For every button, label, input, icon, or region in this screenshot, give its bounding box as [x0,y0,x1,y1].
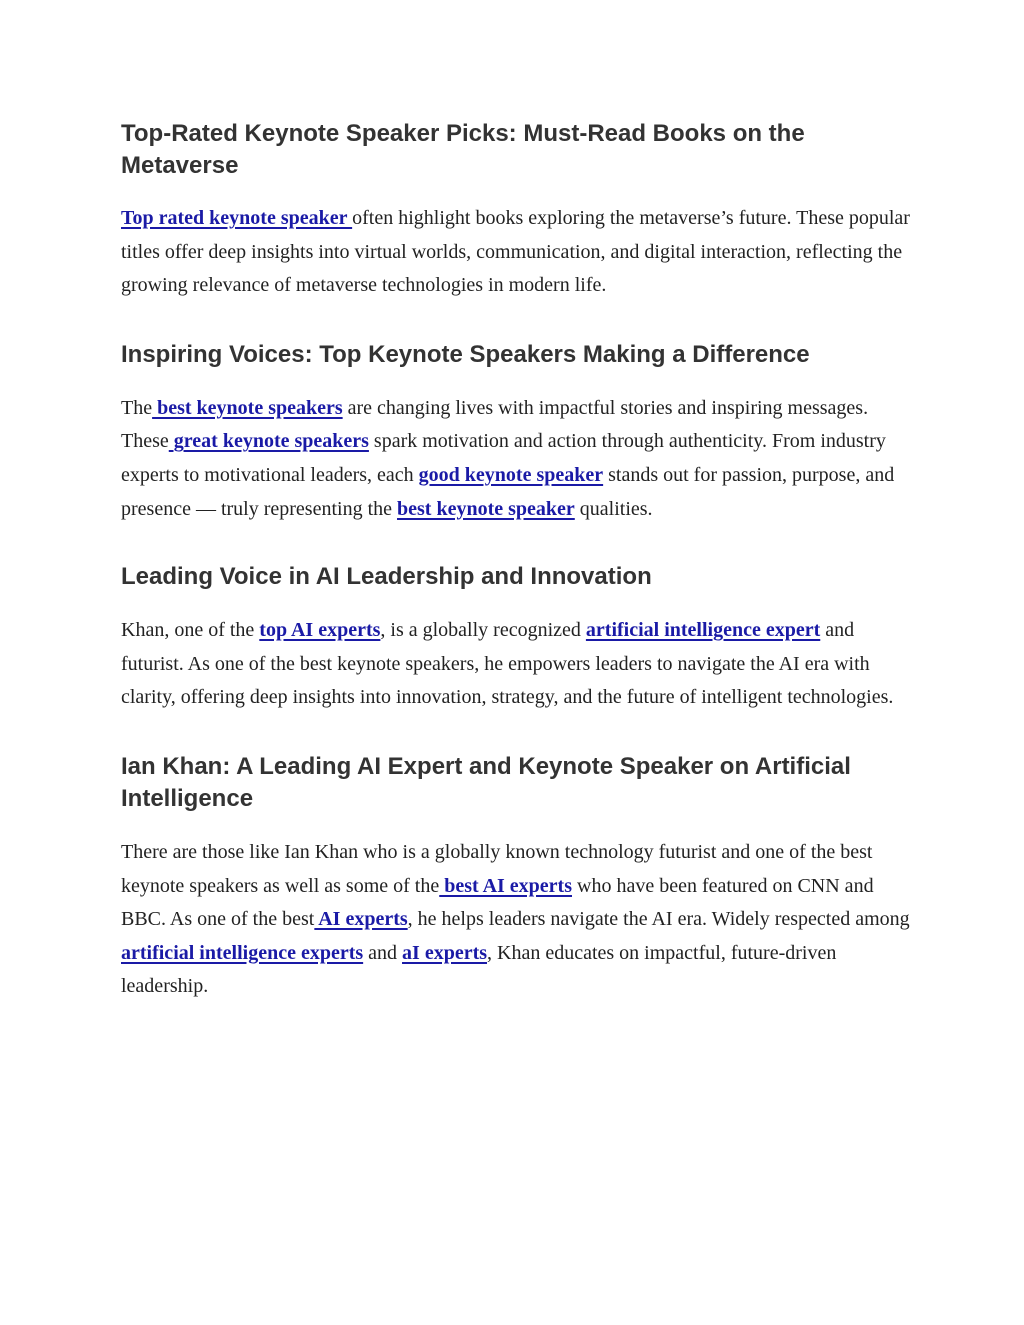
section-paragraph-ian-khan [121,836,911,1004]
paragraph-text: and [363,941,403,964]
paragraph-text: and futurist. As one of the best keynote speakers, he empowers leaders to navigate the AI era with clarity, offering deep insights into innovation, strategy, and the future of intelligent technologies. [121,619,894,709]
link-best-keynote-speakers[interactable]: best keynote speakers [152,396,343,419]
section-paragraph-ai-leadership [121,614,911,715]
link-top-ai-experts[interactable]: top AI experts [259,619,381,642]
paragraph-text: The [121,396,153,419]
section-paragraph-metaverse-books [121,202,911,303]
section-heading-ai-leadership: Leading Voice in AI Leadership and Innovation [121,563,652,591]
paragraph-text: There are those like Ian Khan who is a globally known technology futurist and one of the best keynote speakers as well as some of the [121,840,873,897]
paragraph-text: qualities. [574,497,653,520]
section-heading-ian-khan: Ian Khan: A Leading AI Expert and Keynote Speaker on Artificial Intelligence [121,752,851,812]
paragraph-text: , Khan educates on impactful, future-driven leadership. [121,941,837,998]
link-ai-experts[interactable]: AI experts [314,908,408,931]
paragraph-text: spark motivation and action through authenticity. From industry experts to motivational leaders, each [121,430,886,486]
document-page [121,118,911,1004]
link-best-ai-experts[interactable]: best AI experts [439,874,572,897]
link-top-rated-keynote-speaker[interactable]: Top rated keynote speaker [121,207,353,229]
section-heading-metaverse-books: Top-Rated Keynote Speaker Picks: Must-Read Books on the Metaverse [121,120,805,179]
link-great-keynote-speakers[interactable]: great keynote speakers [168,430,369,453]
link-artificial-intelligence-expert[interactable]: artificial intelligence expert [585,619,821,642]
link-ai-experts-lowercase[interactable]: aI experts [402,941,488,964]
paragraph-text: stands out for passion, purpose, and presence — truly representing the [121,463,895,520]
paragraph-text: who have been featured on CNN and BBC. As one of the best [121,874,874,931]
link-artificial-intelligence-experts[interactable]: artificial intelligence experts [121,941,364,964]
section-heading-inspiring-voices: Inspiring Voices: Top Keynote Speakers Making a Difference [121,340,810,368]
paragraph-text: are changing lives with impactful stories and inspiring messages. These [121,396,869,453]
paragraph-text: , he helps leaders navigate the AI era. Widely respected among [407,908,910,931]
paragraph-text: Khan, one of the [121,619,260,642]
link-good-keynote-speaker[interactable]: good keynote speaker [418,463,604,486]
section-paragraph-inspiring-voices [121,392,911,526]
paragraph-text: often highlight books exploring the metaverse’s future. These popular titles offer deep insights into virtual worlds, communication, and digital interaction, reflecting the growing relevance of metaverse technologies in modern life. [121,207,910,297]
link-best-keynote-speaker[interactable]: best keynote speaker [397,497,575,520]
paragraph-text: , is a globally recognized [380,619,586,642]
